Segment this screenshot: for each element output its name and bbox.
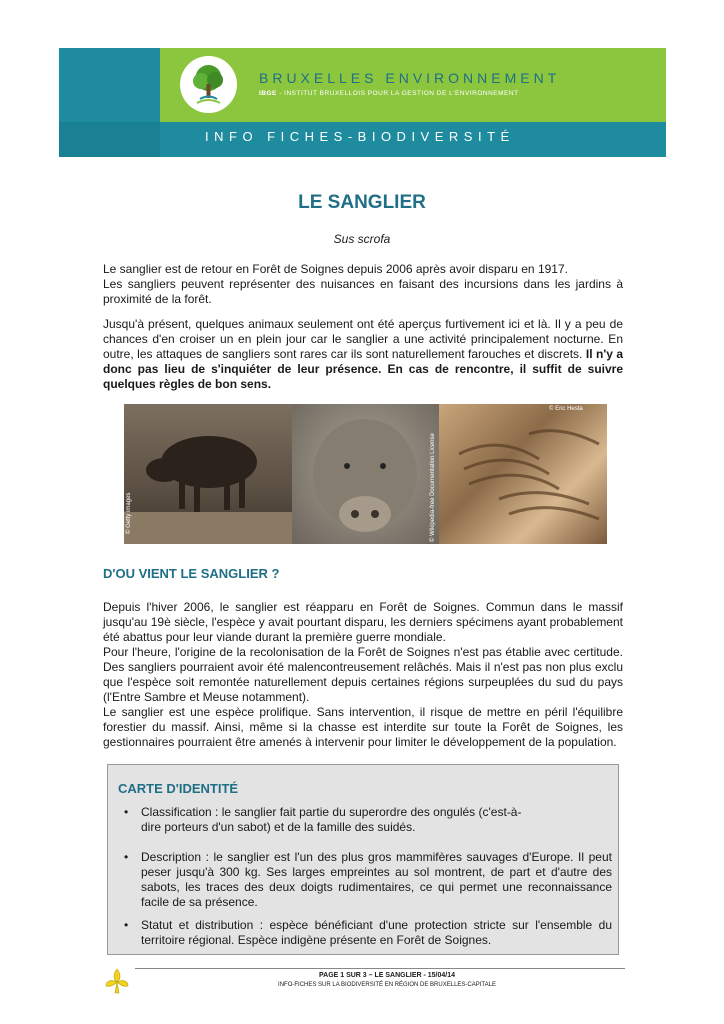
header-teal-strip-left — [59, 122, 160, 157]
section-heading: D'OU VIENT LE SANGLIER ? — [103, 566, 280, 581]
photo-credit-1: © Getty images — [126, 492, 132, 534]
footer-page-info: PAGE 1 SUR 3 – LE SANGLIER - 15/04/14 — [318, 972, 456, 979]
brand-name: BRUXELLES ENVIRONNEMENT — [259, 70, 561, 86]
section-body: Depuis l'hiver 2006, le sanglier est réapparu en Forêt de Soignes. Commun dans le massif jusqu'au 19è siècle, l'espèce y avait pourtant disparu, les derniers spécimens ayant probablement été abattus pour leur viande durant la première guerre mondiale. Pour l'heure, l'origine de la recolonisation de la Forêt de Soignes n'est pas établie avec certitude. Des sangliers pourraient avoir été malencontreusement relâchés. Mais il n'est pas non plus exclu que l'espèce soit remontée naturellement depuis certaines régions surpeuplées du sud du pays (l'Entre Sambre et Meuse notamment). Le sanglier est une espèce prolifique. Sans intervention, il risque de mettre en péril l'équilibre forestier du massif. Ainsi, même si la chasse est interdite sur toute la Forêt de Soignes, les gestionnaires pourraient être amenés à intervenir pour limiter le développement de la population. — [103, 600, 623, 749]
bullet-icon: • — [124, 850, 129, 864]
intro-paragraph-1: Le sanglier est de retour en Forêt de Soignes depuis 2006 après avoir disparu en 1917. Les sangliers peuvent représenter des nuisances en faisant des incursions dans les jardins à proximité de la forêt. — [103, 262, 623, 306]
footer-series-info: INFO-FICHES SUR LA BIODIVERSITÉ EN RÉGION DE BRUXELLES-CAPITALE — [278, 982, 496, 988]
boar-photo-side — [124, 404, 292, 544]
iris-logo-icon — [102, 966, 132, 996]
bullet-icon: • — [124, 918, 129, 932]
photo-credit-2: © Wikipedia-free Documentation License — [430, 433, 436, 542]
piglets-photo — [439, 404, 607, 544]
footer-divider — [135, 968, 625, 969]
identity-card-title: CARTE D'IDENTITÉ — [118, 781, 239, 796]
tree-logo-icon — [180, 56, 237, 113]
page-title: LE SANGLIER — [298, 192, 426, 213]
latin-name: Sus scrofa — [333, 232, 391, 246]
brand-subtitle: IBGE - INSTITUT BRUXELLOIS POUR LA GESTION DE L'ENVIRONNEMENT — [259, 90, 519, 97]
bullet-icon: • — [124, 805, 129, 819]
photo-strip — [124, 404, 607, 544]
identity-item-description: Description : le sanglier est l'un des plus gros mammifères sauvages d'Europe. Il peut peser jusqu'à 300 kg. Ses larges empreintes au sol montrent, de part et d'autre des sabots, les traces des deux doigts rudimentaires, ce qui permet une reconnaissance facile de sa présence. — [141, 850, 612, 909]
identity-item-classification: Classification : le sanglier fait partie du superordre des ongulés (c'est-à-dire porteurs d'un sabot) et de la famille des suidés. — [141, 805, 522, 834]
section-banner-label: INFO FICHES-BIODIVERSITÉ — [205, 129, 515, 144]
identity-item-status: Statut et distribution : espèce bénéficiant d'une protection stricte sur l'ensemble du territoire régional. Espèce indigène présente en Forêt de Soignes. — [141, 918, 612, 947]
identity-card-box — [107, 764, 619, 955]
photo-credit-3: © Eric Hesta — [549, 406, 583, 412]
intro-paragraph-2: Jusqu'à présent, quelques animaux seulement ont été aperçus furtivement ici et là. Il y a peu de chances d'en croiser un en plein jour car le sanglier a une activité principalement nocturne. En outre, les attaques de sangliers sont rares car ils sont naturellement farouches et discrets. Il n'y a donc pas lieu de s'inquiéter de leur présence. En cas de rencontre, il suffit de suivre quelques règles de bon sens. — [103, 317, 624, 391]
boar-photo-face — [292, 404, 439, 544]
header-banner — [59, 48, 666, 157]
